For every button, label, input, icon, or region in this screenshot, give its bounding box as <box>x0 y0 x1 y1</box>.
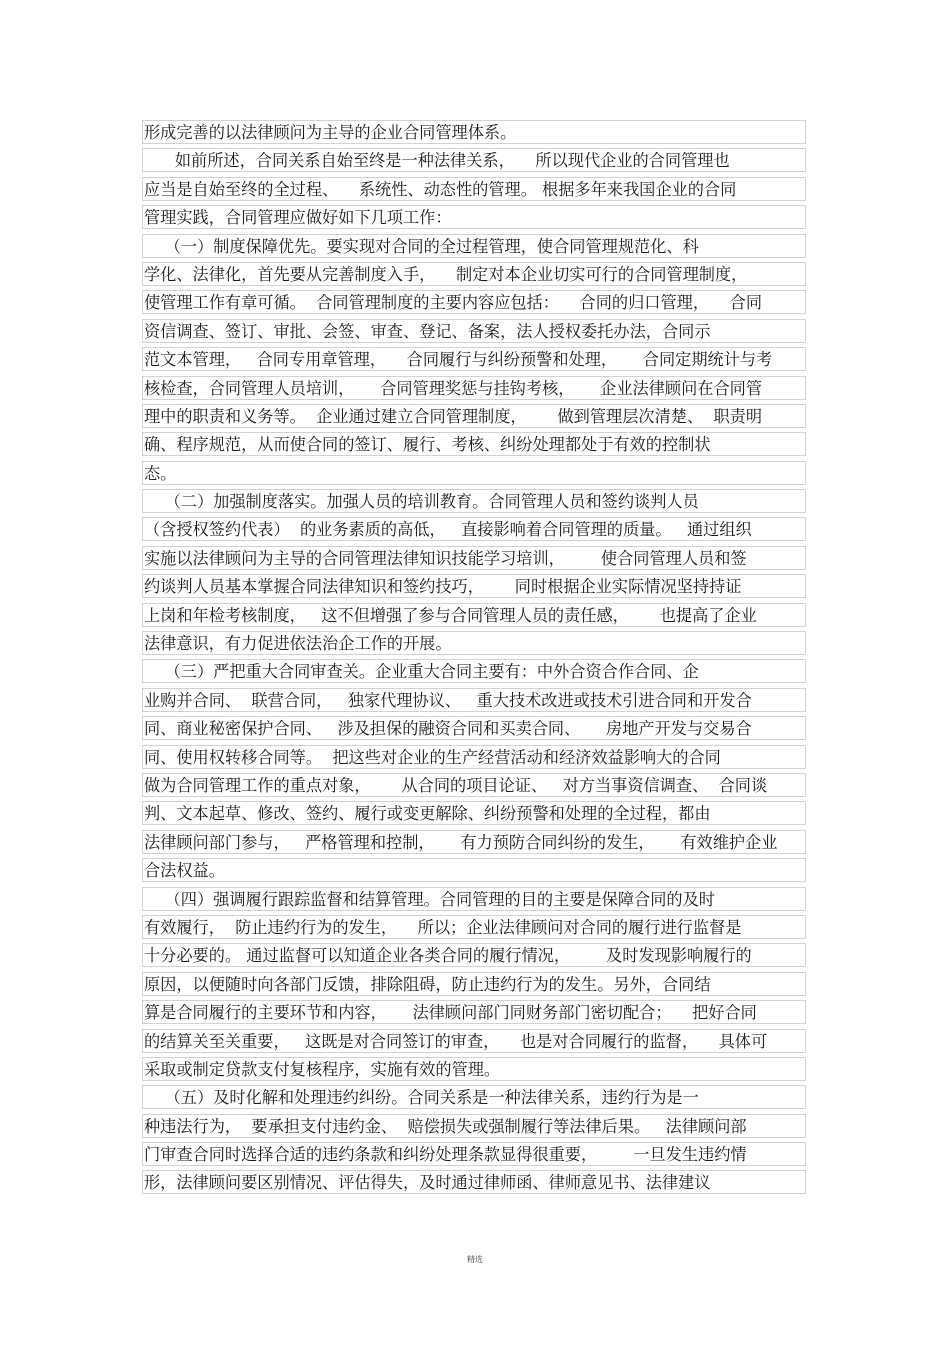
text-line: （三）严把重大合同审查关。企业重大合同主要有：中外合资合作合同、企 <box>142 659 806 683</box>
text-line: 学化、法律化，首先要从完善制度入手， 制定对本企业切实可行的合同管理制度， <box>142 262 806 286</box>
text-line: 态。 <box>142 461 806 485</box>
text-line: （二）加强制度落实。加强人员的培训教育。合同管理人员和签约谈判人员 <box>142 489 806 513</box>
text-line: 种违法行为， 要承担支付违约金、 赔偿损失或强制履行等法律后果。 法律顾问部 <box>142 1114 806 1138</box>
text-line: 实施以法律顾问为主导的合同管理法律知识技能学习培训， 使合同管理人员和签 <box>142 546 806 570</box>
text-line: 法律顾问部门参与， 严格管理和控制， 有力预防合同纠纷的发生， 有效维护企业 <box>142 830 806 854</box>
text-line: 确、程序规范，从而使合同的签订、履行、考核、纠纷处理都处于有效的控制状 <box>142 432 806 456</box>
text-line: 十分必要的。 通过监督可以知道企业各类合同的履行情况， 及时发现影响履行的 <box>142 943 806 967</box>
document-body <box>142 120 806 1199</box>
text-line: 形，法律顾问要区别情况、评估得失，及时通过律师函、律师意见书、法律建议 <box>142 1170 806 1194</box>
text-line: 合法权益。 <box>142 858 806 882</box>
text-line: 范文本管理， 合同专用章管理， 合同履行与纠纷预警和处理， 合同定期统计与考 <box>142 347 806 371</box>
text-line: （一）制度保障优先。要实现对合同的全过程管理，使合同管理规范化、科 <box>142 234 806 258</box>
text-line: 的结算关至关重要， 这既是对合同签订的审查， 也是对合同履行的监督， 具体可 <box>142 1029 806 1053</box>
text-line: 业购并合同、 联营合同， 独家代理协议、 重大技术改进或技术引进合同和开发合 <box>142 688 806 712</box>
text-line: 算是合同履行的主要环节和内容， 法律顾问部门同财务部门密切配合； 把好合同 <box>142 1000 806 1024</box>
text-line: 做为合同管理工作的重点对象， 从合同的项目论证、 对方当事资信调查、 合同谈 <box>142 773 806 797</box>
text-line: 资信调查、签订、审批、会签、审查、登记、备案，法人授权委托办法，合同示 <box>142 319 806 343</box>
text-line: 上岗和年检考核制度， 这不但增强了参与合同管理人员的责任感， 也提高了企业 <box>142 603 806 627</box>
text-line: 如前所述，合同关系自始至终是一种法律关系， 所以现代企业的合同管理也 <box>142 148 806 172</box>
text-line: 使管理工作有章可循。 合同管理制度的主要内容应包括： 合同的归口管理， 合同 <box>142 290 806 314</box>
text-line: 同、商业秘密保护合同、 涉及担保的融资合同和买卖合同、 房地产开发与交易合 <box>142 716 806 740</box>
text-line: 应当是自始至终的全过程、 系统性、动态性的管理。 根据多年来我国企业的合同 <box>142 177 806 201</box>
text-line: （含授权签约代表） 的业务素质的高低， 直接影响着合同管理的质量。 通过组织 <box>142 517 806 541</box>
text-line: 采取或制定贷款支付复核程序，实施有效的管理。 <box>142 1057 806 1081</box>
text-line: 同、使用权转移合同等。 把这些对企业的生产经营活动和经济效益影响大的合同 <box>142 745 806 769</box>
text-line: 管理实践，合同管理应做好如下几项工作： <box>142 205 806 229</box>
text-line: 核检查，合同管理人员培训， 合同管理奖惩与挂钩考核， 企业法律顾问在合同管 <box>142 376 806 400</box>
text-line: 形成完善的以法律顾问为主导的企业合同管理体系。 <box>142 120 806 144</box>
text-line: 判、文本起草、修改、签约、履行或变更解除、纠纷预警和处理的全过程，都由 <box>142 801 806 825</box>
text-line: 门审查合同时选择合适的违约条款和纠纷处理条款显得很重要， 一旦发生违约情 <box>142 1142 806 1166</box>
text-line: （四）强调履行跟踪监督和结算管理。合同管理的目的主要是保障合同的及时 <box>142 887 806 911</box>
text-line: （五）及时化解和处理违约纠纷。合同关系是一种法律关系，违约行为是一 <box>142 1085 806 1109</box>
page-footer: 精选 <box>467 1255 483 1264</box>
text-line: 约谈判人员基本掌握合同法律知识和签约技巧， 同时根据企业实际情况坚持持证 <box>142 574 806 598</box>
text-line: 法律意识，有力促进依法治企工作的开展。 <box>142 631 806 655</box>
text-line: 原因，以便随时向各部门反馈，排除阻碍，防止违约行为的发生。另外，合同结 <box>142 972 806 996</box>
text-line: 有效履行， 防止违约行为的发生， 所以；企业法律顾问对合同的履行进行监督是 <box>142 915 806 939</box>
text-line: 理中的职责和义务等。 企业通过建立合同管理制度， 做到管理层次清楚、 职责明 <box>142 404 806 428</box>
